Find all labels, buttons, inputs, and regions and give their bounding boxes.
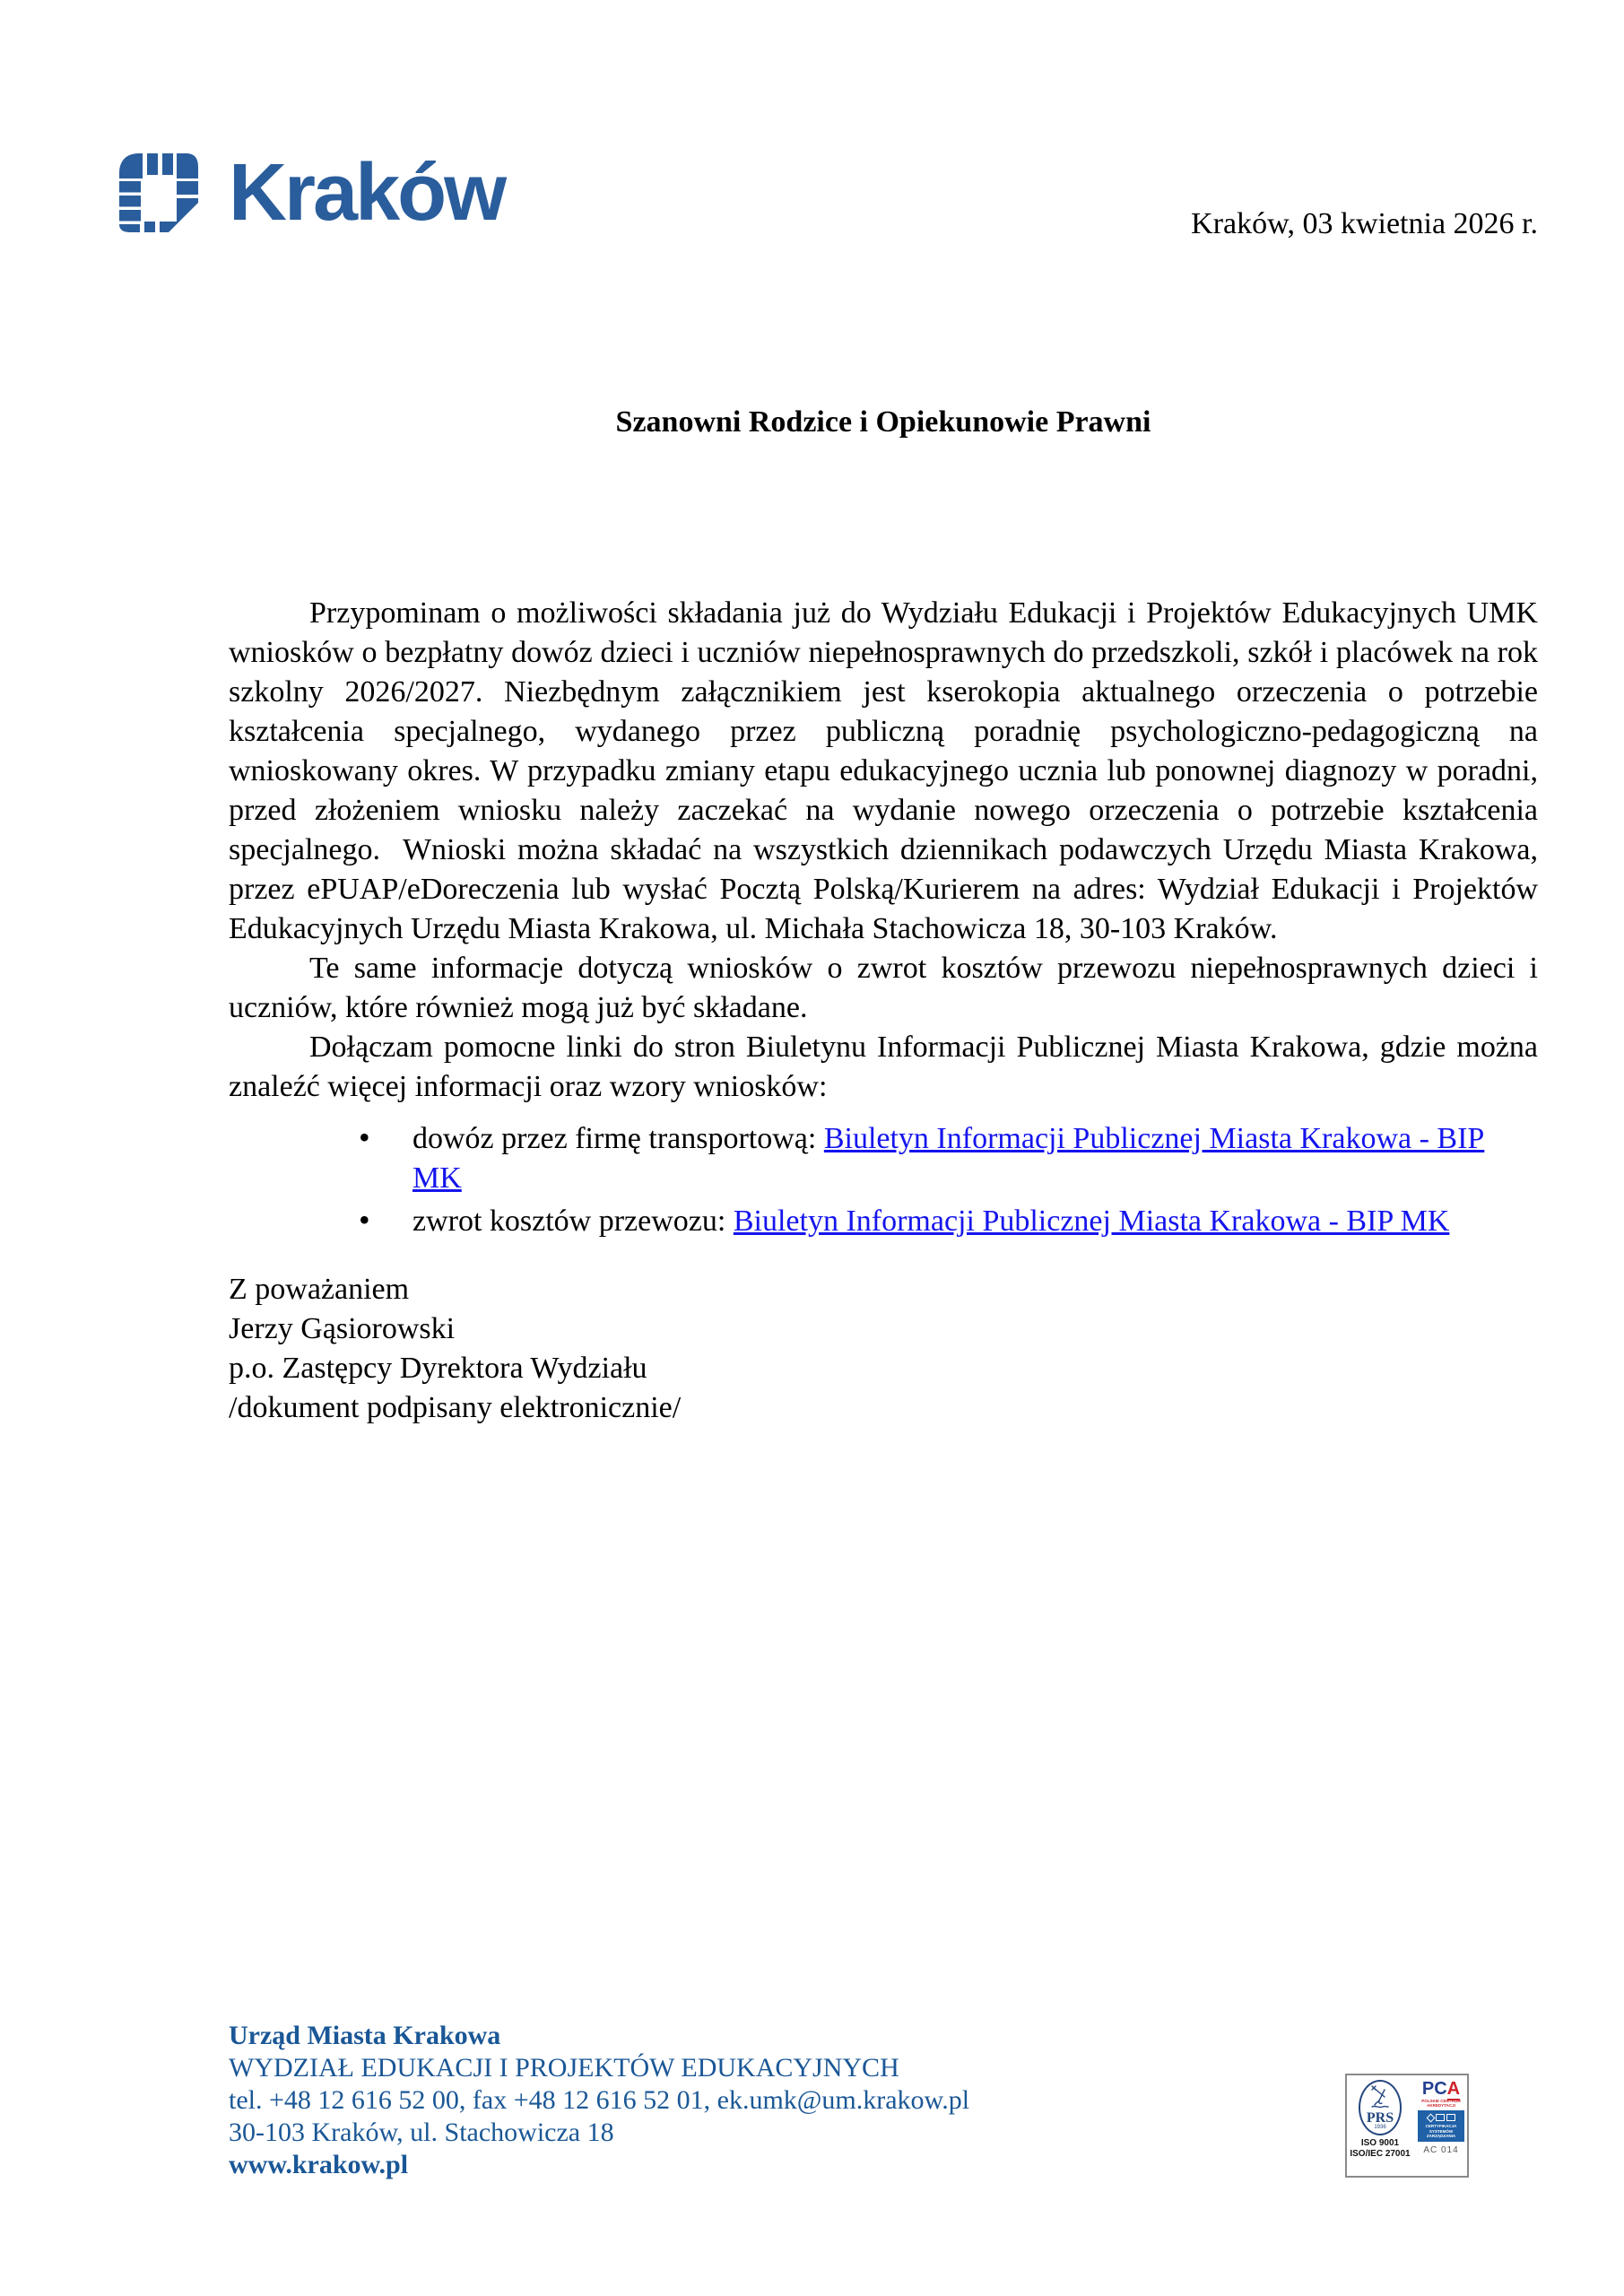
pca-subtitle: [1421, 2099, 1461, 2108]
signature-closing: Z poważaniem: [229, 1273, 410, 1306]
pca-cert-line: CERTYFIKACJA: [1425, 2124, 1457, 2128]
pca-certification-box: [1418, 2110, 1464, 2142]
footer-address: 30-103 Kraków, ul. Stachowicza 18: [229, 2118, 614, 2147]
certification-shapes-icon: [1428, 2113, 1455, 2122]
footer-org: Urząd Miasta Krakowa: [229, 2021, 501, 2050]
pca-certification-text: [1426, 2124, 1457, 2139]
pca-cert-line: ZARZĄDZANIA: [1426, 2134, 1456, 2138]
iso-certifications: [1350, 2138, 1410, 2160]
rect-icon: [1436, 2114, 1445, 2121]
prs-oval: [1359, 2080, 1402, 2135]
paragraph-3: Dołączam pomocne linki do stron Biuletynu Informacji Publicznej Miasta Krakowa, gdzie można znaleźć więcej informacji oraz wzory wniosków:: [229, 1031, 1538, 1103]
pca-badge: [1415, 2075, 1467, 2155]
signature-note: /dokument podpisany elektronicznie/: [229, 1391, 682, 1424]
bullet-icon: •: [359, 1202, 370, 1238]
prs-label: PRS: [1366, 2110, 1394, 2126]
pca-subtitle-line: POLSKIE CENTRUM: [1421, 2099, 1461, 2103]
bullet-icon: •: [359, 1119, 370, 1155]
pca-logo: [1422, 2081, 1460, 2097]
bullet-text: dowóz przez firmę transportową:: [413, 1122, 824, 1155]
bullet-text: zwrot kosztów przewozu:: [413, 1205, 734, 1238]
pca-letters-pc: PC: [1421, 2079, 1447, 2099]
salutation-heading: Szanowni Rodzice i Opiekunowie Prawni: [615, 405, 1151, 439]
footer-department: WYDZIAŁ EDUKACJI I PROJEKTÓW EDUKACYJNYCH: [229, 2053, 899, 2083]
list-item: [229, 1119, 1538, 1198]
links-list: [229, 1119, 1538, 1241]
bip-link-transport[interactable]: Biuletyn Informacji Publicznej Miasta Krakowa - BIP MK: [413, 1122, 1485, 1195]
list-item: [229, 1202, 1538, 1241]
footer-website: www.krakow.pl: [229, 2150, 409, 2179]
signature-block: [229, 1270, 681, 1428]
pca-cert-line: SYSTEMÓW: [1429, 2128, 1454, 2134]
pca-letter-a: A: [1446, 2079, 1461, 2099]
rect-icon: [1446, 2114, 1455, 2121]
certification-badges: [1345, 2074, 1469, 2178]
prs-badge: [1347, 2075, 1413, 2160]
iso-9001: ISO 9001: [1360, 2138, 1400, 2148]
paragraph-1: Przypominam o możliwości składania już do Wydziału Edukacji i Projektów Edukacyjnych UMK wniosków o bezpłatny dowóz dzieci i uczniów niepełnosprawnych do przedszkoli, szkół i placówek na rok szkolny 2026/2027. Niezbędnym załącznikiem jest kserokopia aktualnego orzeczenia o potrzebie kształcenia specjalnego, wydanego przez publiczną poradnię psychologiczno-pedagogiczną na wnioskowany okres. W przypadku zmiany etapu edukacyjnego ucznia lub ponownej diagnozy w poradni, przed złożeniem wniosku należy zaczekać na wydanie nowego orzeczenia o potrzebie kształcenia specjalnego. Wnioski można składać na wszystkich dziennikach podawczych Urzędu Miasta Krakowa, przez ePUAP/eDoreczenia lub wysłać Pocztą Polską/Kurierem na adres: Wydział Edukacji i Projektów Edukacyjnych Urzędu Miasta Krakowa, ul. Michała Stachowicza 18, 30-103 Kraków.: [229, 596, 1538, 945]
diamond-icon: [1426, 2113, 1435, 2122]
signature-title: p.o. Zastępcy Dyrektora Wydziału: [229, 1352, 647, 1385]
letter-body: [229, 594, 1538, 1241]
krakow-logo-icon: [119, 153, 198, 232]
iso-27001: ISO/IEC 27001: [1350, 2149, 1411, 2159]
krakow-wordmark: Kraków: [229, 148, 505, 238]
footer-block: [229, 2020, 969, 2181]
ac-code: AC 014: [1423, 2144, 1459, 2155]
signature-name: Jerzy Gąsiorowski: [229, 1312, 456, 1345]
pca-subtitle-line: AKREDYTACJI: [1427, 2103, 1455, 2108]
neptune-icon: [1368, 2084, 1392, 2109]
date-line: Kraków, 03 kwietnia 2026 r.: [1191, 207, 1538, 240]
prs-year: 1936: [1374, 2125, 1386, 2130]
footer-contact: tel. +48 12 616 52 00, fax +48 12 616 52 01, ek.umk@um.krakow.pl: [229, 2085, 970, 2115]
bip-link-refund[interactable]: Biuletyn Informacji Publicznej Miasta Krakowa - BIP MK: [733, 1205, 1450, 1238]
paragraph-2: Te same informacje dotyczą wniosków o zwrot kosztów przewozu niepełnosprawnych dzieci i uczniów, które również mogą już być składane.: [229, 952, 1538, 1024]
